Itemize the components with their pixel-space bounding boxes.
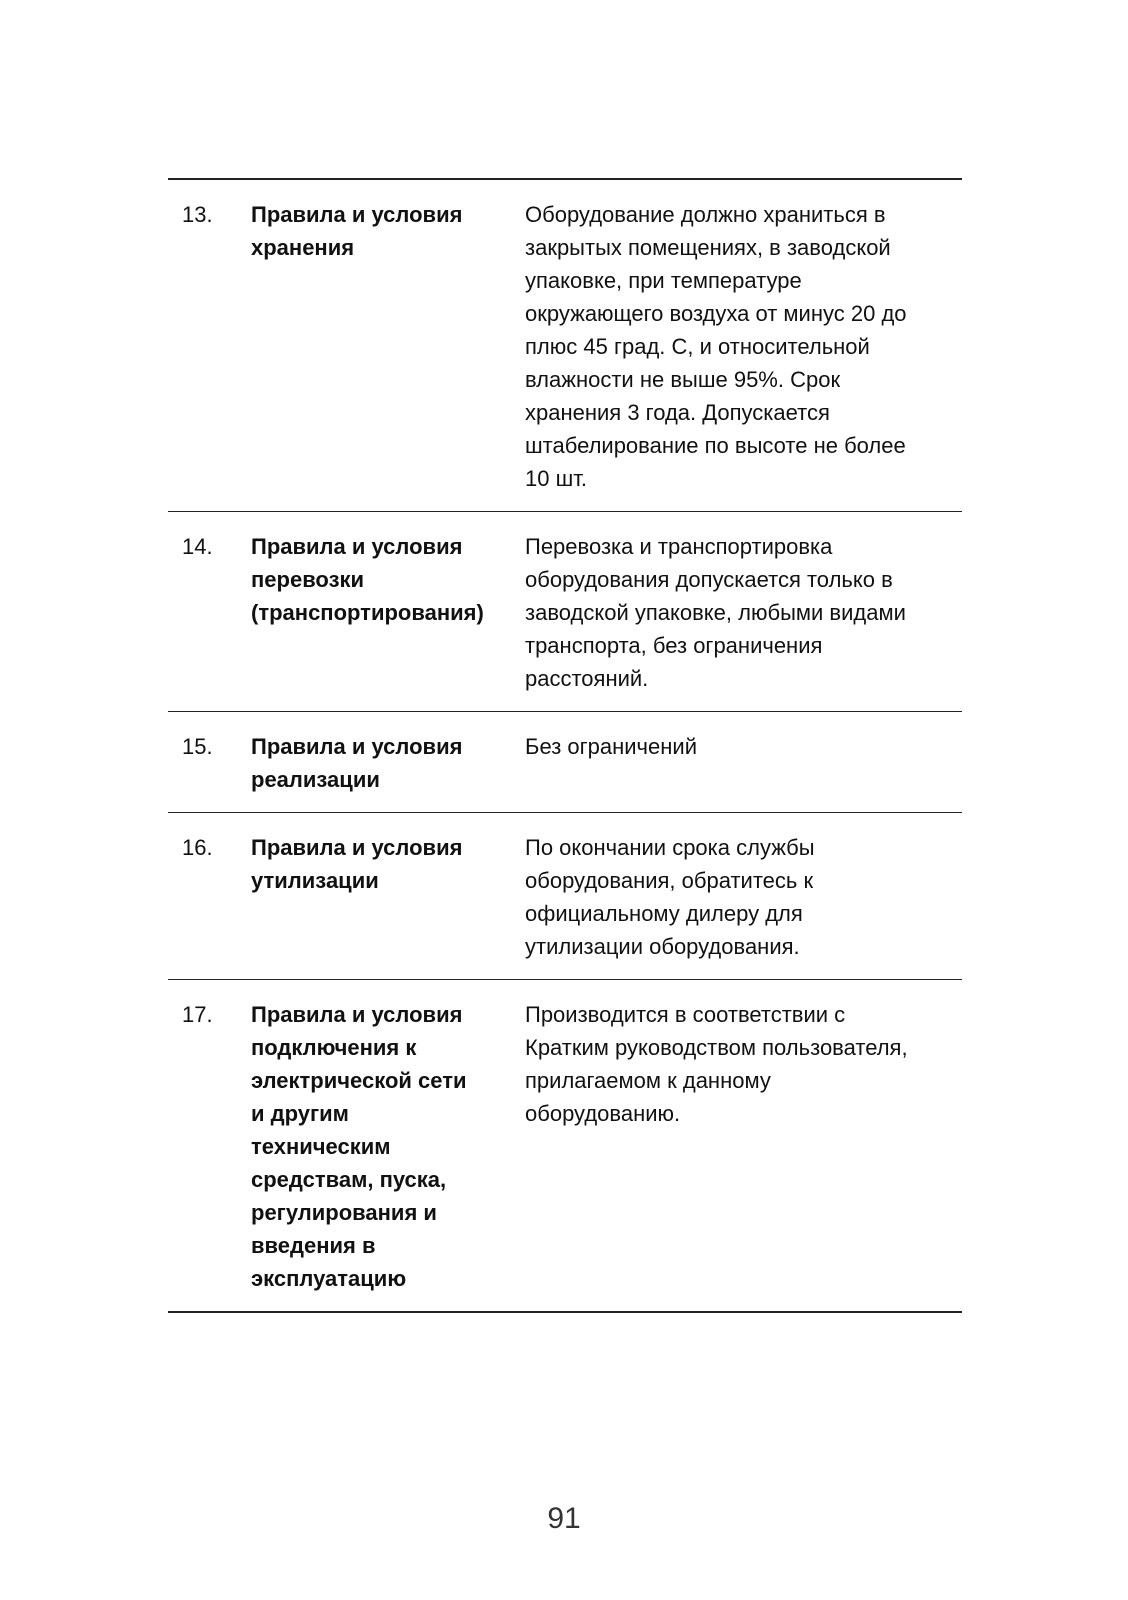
row-title: Правила и условия хранения bbox=[251, 202, 463, 260]
row-number: 17. bbox=[182, 1002, 213, 1027]
specification-table bbox=[168, 178, 962, 1313]
row-description: По окончании срока службы оборудования, обратитесь к официальному дилеру для утилизации оборудования. bbox=[525, 835, 815, 959]
row-description: Перевозка и транспортировка оборудования допускается только в заводской упаковке, любыми видами транспорта, без ограничения расстояний. bbox=[525, 534, 906, 691]
row-title: Правила и условия утилизации bbox=[251, 835, 463, 893]
row-description: Производится в соответствии с Кратким руководством пользователя, прилагаемом к данному оборудованию. bbox=[525, 1002, 908, 1126]
row-number: 16. bbox=[182, 835, 213, 860]
row-title: Правила и условия реализации bbox=[251, 734, 463, 792]
row-description: Оборудование должно храниться в закрытых помещениях, в заводской упаковке, при температуре окружающего воздуха от минус 20 до плюс 45 град. С, и относительной влажности не выше 95%. Срок хранения 3 года. Допускается штабелирование по высоте не более 10 шт. bbox=[525, 202, 907, 491]
table-row bbox=[168, 712, 962, 813]
row-description: Без ограничений bbox=[525, 734, 697, 759]
row-number: 13. bbox=[182, 202, 213, 227]
row-number: 14. bbox=[182, 534, 213, 559]
row-title: Правила и условия подключения к электрической сети и другим техническим средствам, пуска, регулирования и введения в эксплуатацию bbox=[251, 1002, 467, 1291]
row-number: 15. bbox=[182, 734, 213, 759]
page-number: 91 bbox=[547, 1502, 581, 1535]
table-row bbox=[168, 180, 962, 512]
table-row bbox=[168, 980, 962, 1311]
table-row bbox=[168, 512, 962, 712]
row-title: Правила и условия перевозки (транспортирования) bbox=[251, 534, 484, 625]
table-row bbox=[168, 813, 962, 980]
